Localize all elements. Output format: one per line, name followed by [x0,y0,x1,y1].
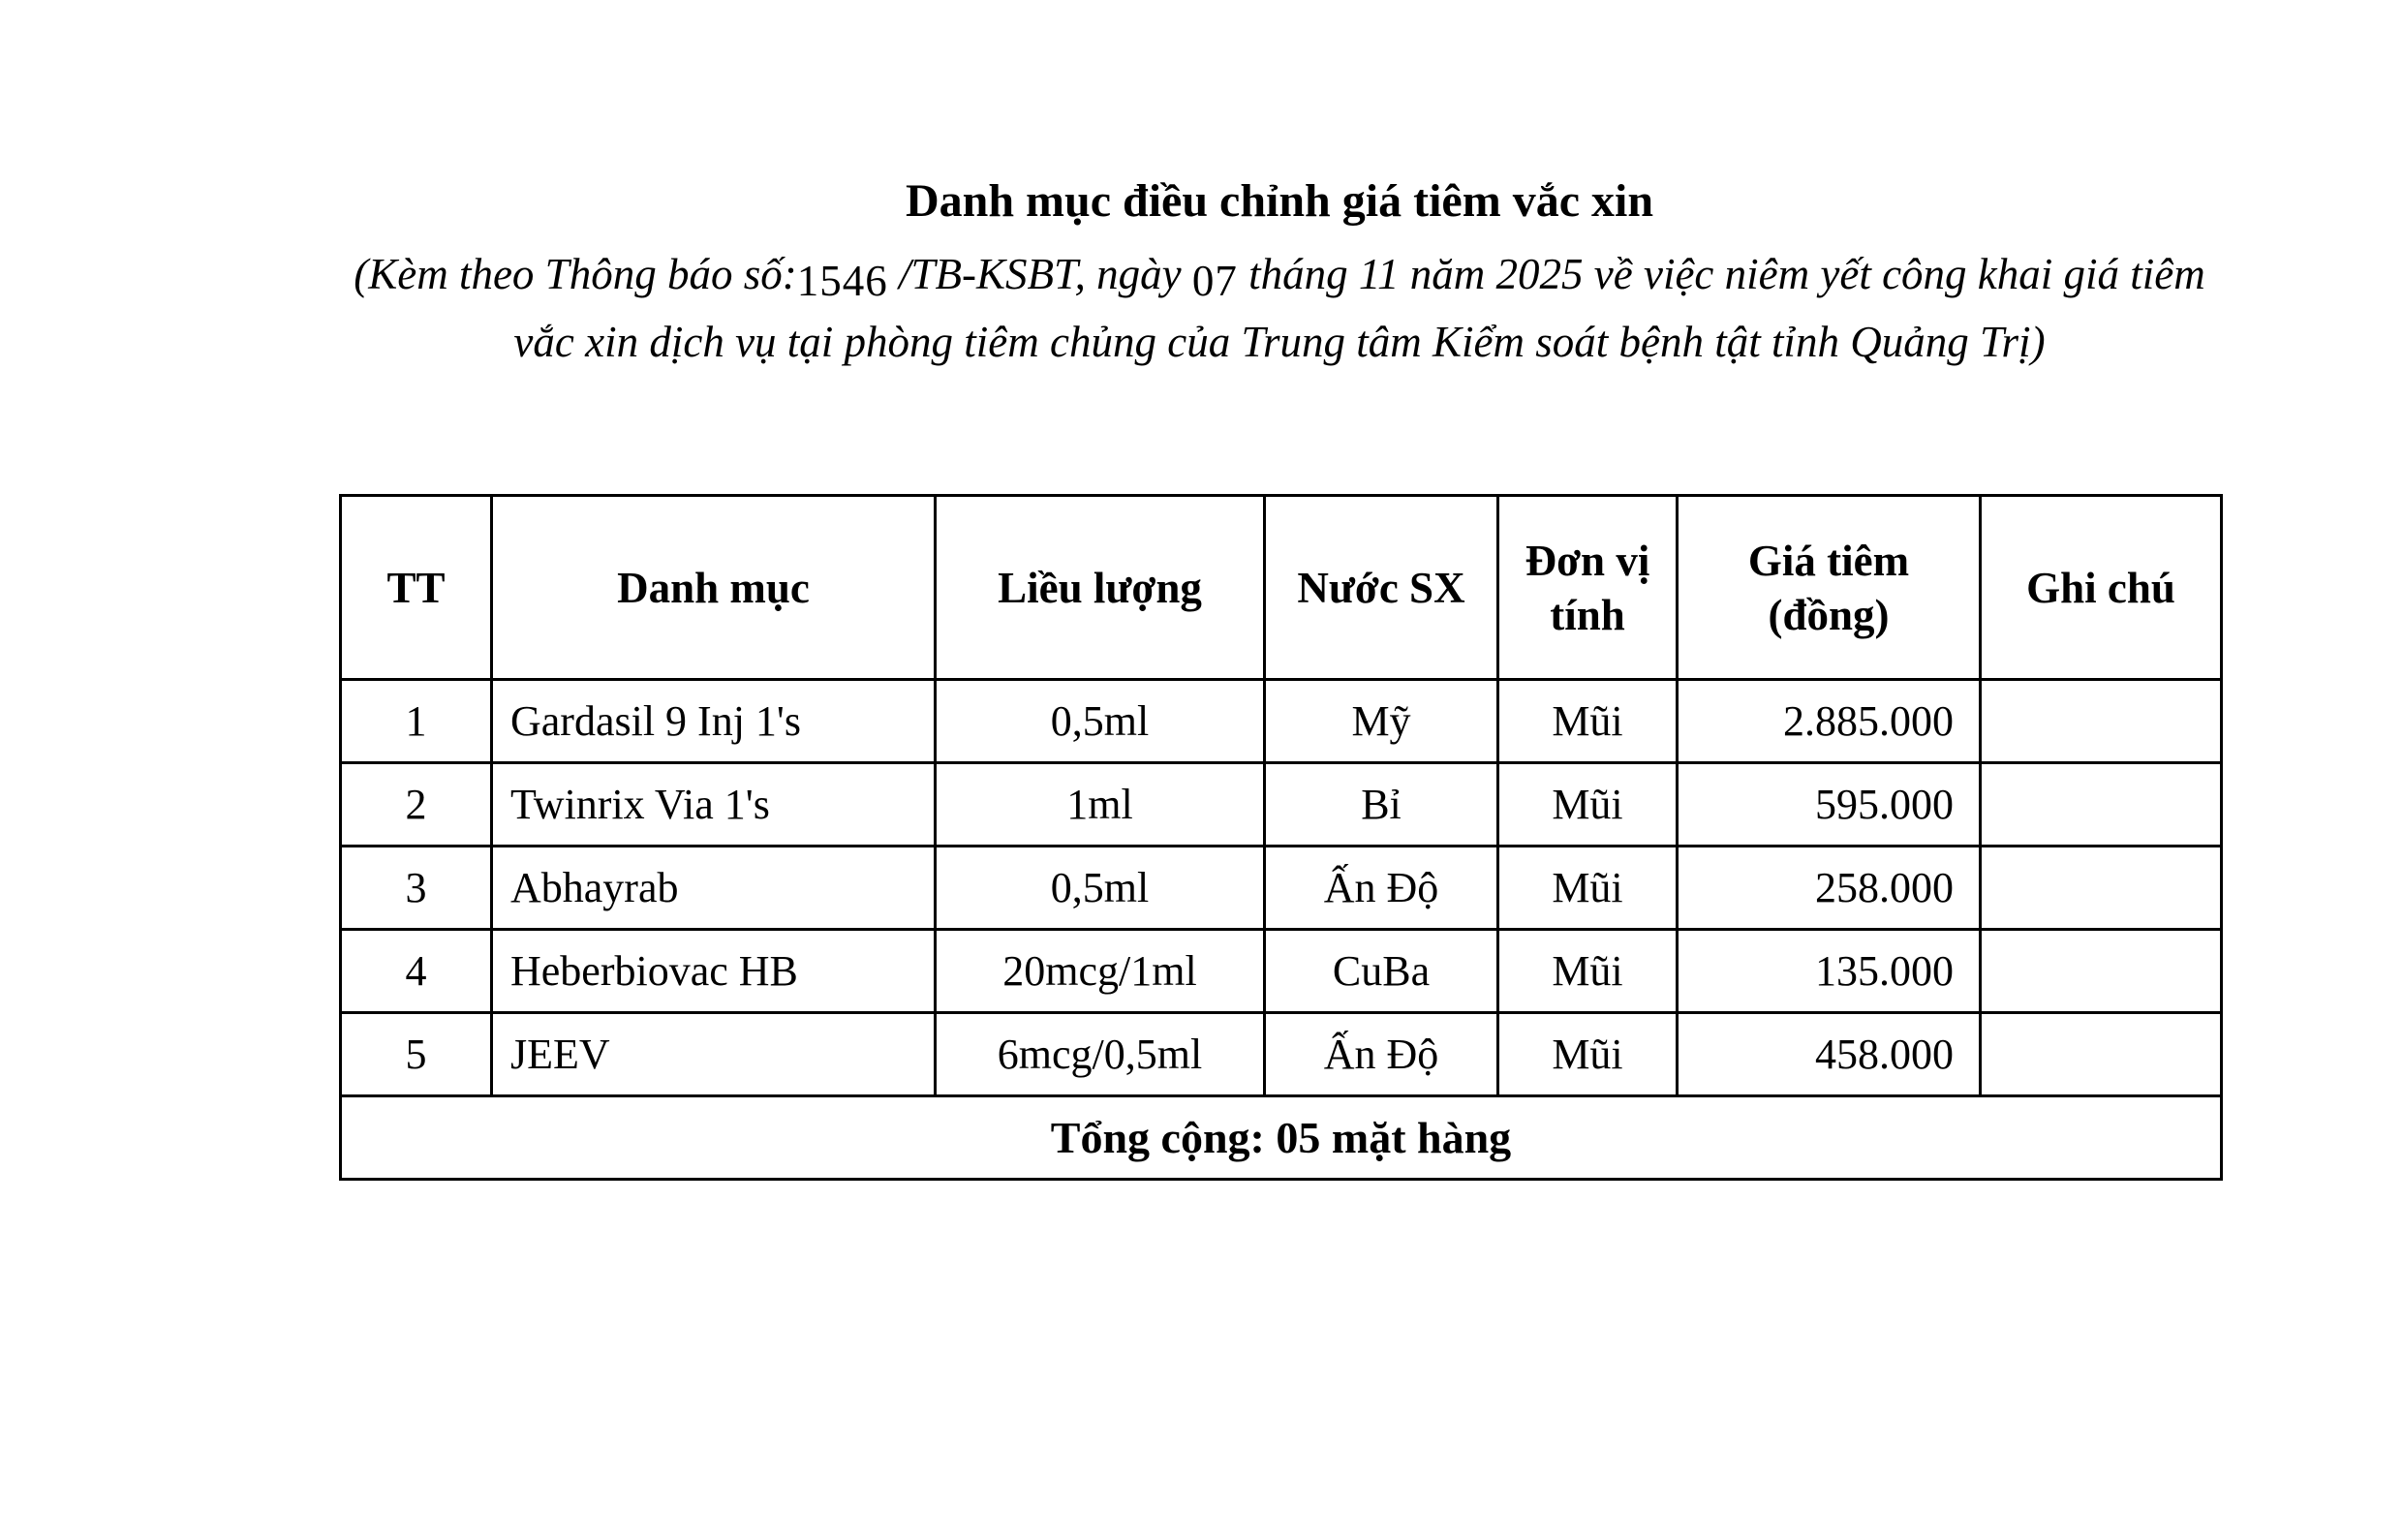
column-header-nuoc-sx: Nước SX [1265,496,1498,680]
vaccine-country: Ấn Độ [1265,847,1498,930]
vaccine-note [1981,680,2222,763]
row-index: 3 [341,847,492,930]
column-header-ghi-chu: Ghi chú [1981,496,2222,680]
column-header-lieu-luong: Liều lượng [936,496,1265,680]
vaccine-dose: 0,5ml [936,847,1265,930]
subtitle-text-part3: tháng 11 năm 2025 về việc niêm yết công khai giá tiêm vắc xin dịch vụ tại phòng tiêm chủng của Trung tâm Kiểm soát bệnh tật tỉnh Quảng Trị) [513,250,2205,366]
vaccine-price: 458.000 [1678,1013,1981,1096]
vaccine-price: 258.000 [1678,847,1981,930]
table-row [341,1013,2222,1096]
page-title: Danh mục điều chỉnh giá tiêm vắc xin [905,175,1654,227]
vaccine-note [1981,847,2222,930]
row-index: 1 [341,680,492,763]
table-row [341,680,2222,763]
subtitle-text-part1: (Kèm theo Thông báo số: [354,250,797,298]
vaccine-name: Twinrix Via 1's [492,763,936,847]
subtitle-text-part2: /TB-KSBT, ngày [887,250,1192,298]
column-header-gia-tiem: Giá tiêm (đồng) [1678,496,1981,680]
vaccine-name: JEEV [492,1013,936,1096]
vaccine-unit: Mũi [1498,1013,1678,1096]
row-index: 5 [341,1013,492,1096]
vaccine-price: 595.000 [1678,763,1981,847]
vaccine-dose: 1ml [936,763,1265,847]
vaccine-country: Mỹ [1265,680,1498,763]
vaccine-country: Bỉ [1265,763,1498,847]
vaccine-price: 2.885.000 [1678,680,1981,763]
vaccine-name: Abhayrab [492,847,936,930]
table-footer-row [341,1096,2222,1180]
vaccine-name: Heberbiovac HB [492,930,936,1013]
table-row [341,763,2222,847]
table-header-row [341,496,2222,680]
vaccine-unit: Mũi [1498,680,1678,763]
vaccine-country: CuBa [1265,930,1498,1013]
notice-day-value: 07 [1191,257,1238,305]
notice-number-value: 1546 [796,257,888,305]
table-row [341,930,2222,1013]
vaccine-unit: Mũi [1498,847,1678,930]
vaccine-dose: 0,5ml [936,680,1265,763]
total-summary: Tổng cộng: 05 mặt hàng [341,1096,2222,1180]
vaccine-unit: Mũi [1498,930,1678,1013]
page-subtitle [339,240,2220,376]
column-header-tt: TT [341,496,492,680]
vaccine-note [1981,763,2222,847]
vaccine-note [1981,1013,2222,1096]
document-header [339,172,2220,376]
vaccine-note [1981,930,2222,1013]
column-header-danh-muc: Danh mục [492,496,936,680]
vaccine-price-table [339,494,2223,1181]
column-header-don-vi-tinh: Đơn vị tính [1498,496,1678,680]
table-row [341,847,2222,930]
vaccine-dose: 20mcg/1ml [936,930,1265,1013]
vaccine-country: Ấn Độ [1265,1013,1498,1096]
row-index: 4 [341,930,492,1013]
vaccine-unit: Mũi [1498,763,1678,847]
row-index: 2 [341,763,492,847]
vaccine-price: 135.000 [1678,930,1981,1013]
vaccine-dose: 6mcg/0,5ml [936,1013,1265,1096]
vaccine-name: Gardasil 9 Inj 1's [492,680,936,763]
